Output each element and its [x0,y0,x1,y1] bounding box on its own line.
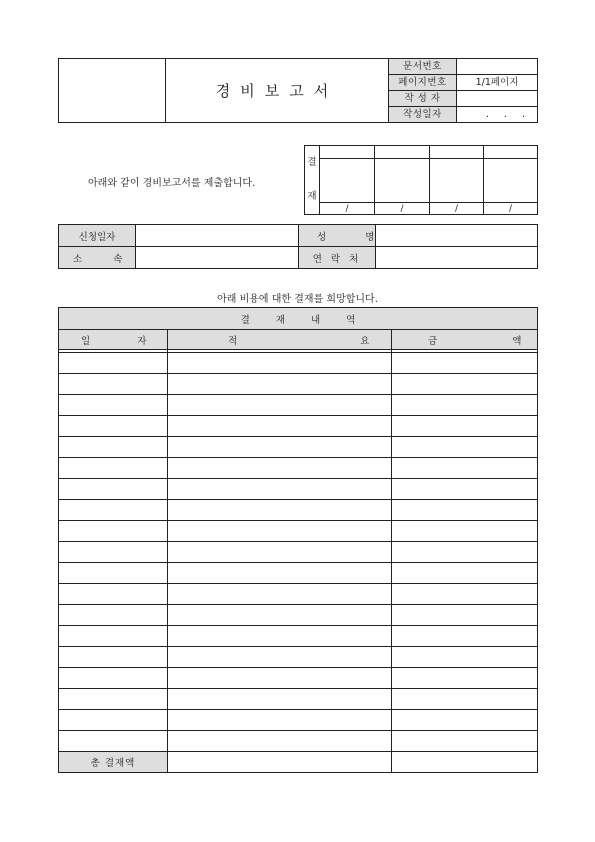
date-cell[interactable] [59,626,168,647]
total-amount-cell[interactable] [392,752,538,773]
table-row [59,353,538,374]
date-cell[interactable] [59,458,168,479]
total-label: 총 결재액 [59,752,168,773]
amount-cell[interactable] [392,647,538,668]
amount-cell[interactable] [392,395,538,416]
amount-cell[interactable] [392,353,538,374]
approver-sign-1[interactable] [320,159,375,203]
col-header-amount: 금 액 [392,330,538,350]
date-cell[interactable] [59,353,168,374]
amount-cell[interactable] [392,668,538,689]
table-row [59,437,538,458]
name-field[interactable] [376,225,538,247]
date-cell[interactable] [59,563,168,584]
amount-cell[interactable] [392,374,538,395]
date-cell[interactable] [59,395,168,416]
department-field[interactable] [136,247,299,269]
submit-statement: 아래와 같이 경비보고서를 제출합니다. [88,178,256,189]
table-row [59,542,538,563]
amount-cell[interactable] [392,731,538,752]
table-row [59,458,538,479]
description-cell[interactable] [168,542,392,563]
table-row [59,710,538,731]
approver-date-2[interactable]: / [375,203,430,215]
table-row [59,584,538,605]
author-label: 작 성 자 [389,91,457,107]
created-date-label: 작성일자 [389,107,457,123]
description-cell[interactable] [168,563,392,584]
table-row [59,521,538,542]
description-cell[interactable] [168,731,392,752]
approver-sign-2[interactable] [375,159,430,203]
date-cell[interactable] [59,374,168,395]
amount-cell[interactable] [392,458,538,479]
table-row [59,647,538,668]
amount-cell[interactable] [392,689,538,710]
date-cell[interactable] [59,437,168,458]
created-date-value[interactable]: . . . [457,107,538,123]
page-number-label: 페이지번호 [389,75,457,91]
document-title: 경비보고서 [166,59,389,123]
table-row [59,668,538,689]
amount-cell[interactable] [392,437,538,458]
date-cell[interactable] [59,647,168,668]
amount-cell[interactable] [392,542,538,563]
apply-date-field[interactable] [136,225,299,247]
table-row [59,605,538,626]
description-cell[interactable] [168,458,392,479]
date-cell[interactable] [59,500,168,521]
table-row [59,416,538,437]
table-row [59,395,538,416]
approver-date-4[interactable]: / [484,203,538,215]
approver-sign-4[interactable] [484,159,538,203]
description-cell[interactable] [168,395,392,416]
description-cell[interactable] [168,605,392,626]
approval-label-bottom: 재 [307,191,317,202]
description-cell[interactable] [168,437,392,458]
name-label: 성 명 [299,225,376,247]
total-description-cell[interactable] [168,752,392,773]
table-row [59,500,538,521]
amount-cell[interactable] [392,479,538,500]
date-cell[interactable] [59,731,168,752]
amount-cell[interactable] [392,584,538,605]
details-body [59,353,538,752]
details-section-title: 결재내역 [59,308,538,330]
table-row [59,479,538,500]
description-cell[interactable] [168,374,392,395]
date-cell[interactable] [59,605,168,626]
approval-label [305,146,320,215]
date-cell[interactable] [59,479,168,500]
description-cell[interactable] [168,689,392,710]
amount-cell[interactable] [392,563,538,584]
header-table [58,58,538,123]
date-cell[interactable] [59,542,168,563]
col-header-description: 적 요 [168,330,392,350]
contact-field[interactable] [376,247,538,269]
approver-title-1[interactable] [320,146,375,159]
table-row [59,731,538,752]
apply-date-label: 신청일자 [59,225,136,247]
table-row [59,689,538,710]
amount-cell[interactable] [392,626,538,647]
col-header-date: 일 자 [59,330,168,350]
date-cell[interactable] [59,689,168,710]
date-cell[interactable] [59,416,168,437]
approver-title-2[interactable] [375,146,430,159]
description-cell[interactable] [168,584,392,605]
amount-cell[interactable] [392,710,538,731]
approver-date-1[interactable]: / [320,203,375,215]
date-cell[interactable] [59,668,168,689]
date-cell[interactable] [59,521,168,542]
description-cell[interactable] [168,647,392,668]
doc-number-value[interactable] [457,59,538,75]
description-cell[interactable] [168,479,392,500]
amount-cell[interactable] [392,521,538,542]
description-cell[interactable] [168,416,392,437]
approval-label-top: 결 [307,157,317,168]
request-statement: 아래 비용에 대한 결재를 희망합니다. [217,294,378,305]
amount-cell[interactable] [392,500,538,521]
date-cell[interactable] [59,710,168,731]
description-cell[interactable] [168,521,392,542]
approval-box [304,145,538,215]
contact-label: 연 락 처 [299,247,376,269]
expense-details-table [58,307,558,773]
description-cell[interactable] [168,668,392,689]
description-cell[interactable] [168,500,392,521]
logo-area [59,59,166,123]
amount-cell[interactable] [392,416,538,437]
amount-cell[interactable] [392,605,538,626]
table-row [59,374,538,395]
table-row [59,563,538,584]
table-row [59,626,538,647]
page-number-value: 1/1페이지 [457,75,538,91]
approver-sign-3[interactable] [430,159,484,203]
approver-date-3[interactable]: / [430,203,484,215]
approver-title-4[interactable] [484,146,538,159]
description-cell[interactable] [168,626,392,647]
applicant-info-table [58,224,538,269]
doc-number-label: 문서번호 [389,59,457,75]
author-value[interactable] [457,91,538,107]
description-cell[interactable] [168,353,392,374]
date-cell[interactable] [59,584,168,605]
department-label: 소 속 [59,247,136,269]
description-cell[interactable] [168,710,392,731]
approver-title-3[interactable] [430,146,484,159]
